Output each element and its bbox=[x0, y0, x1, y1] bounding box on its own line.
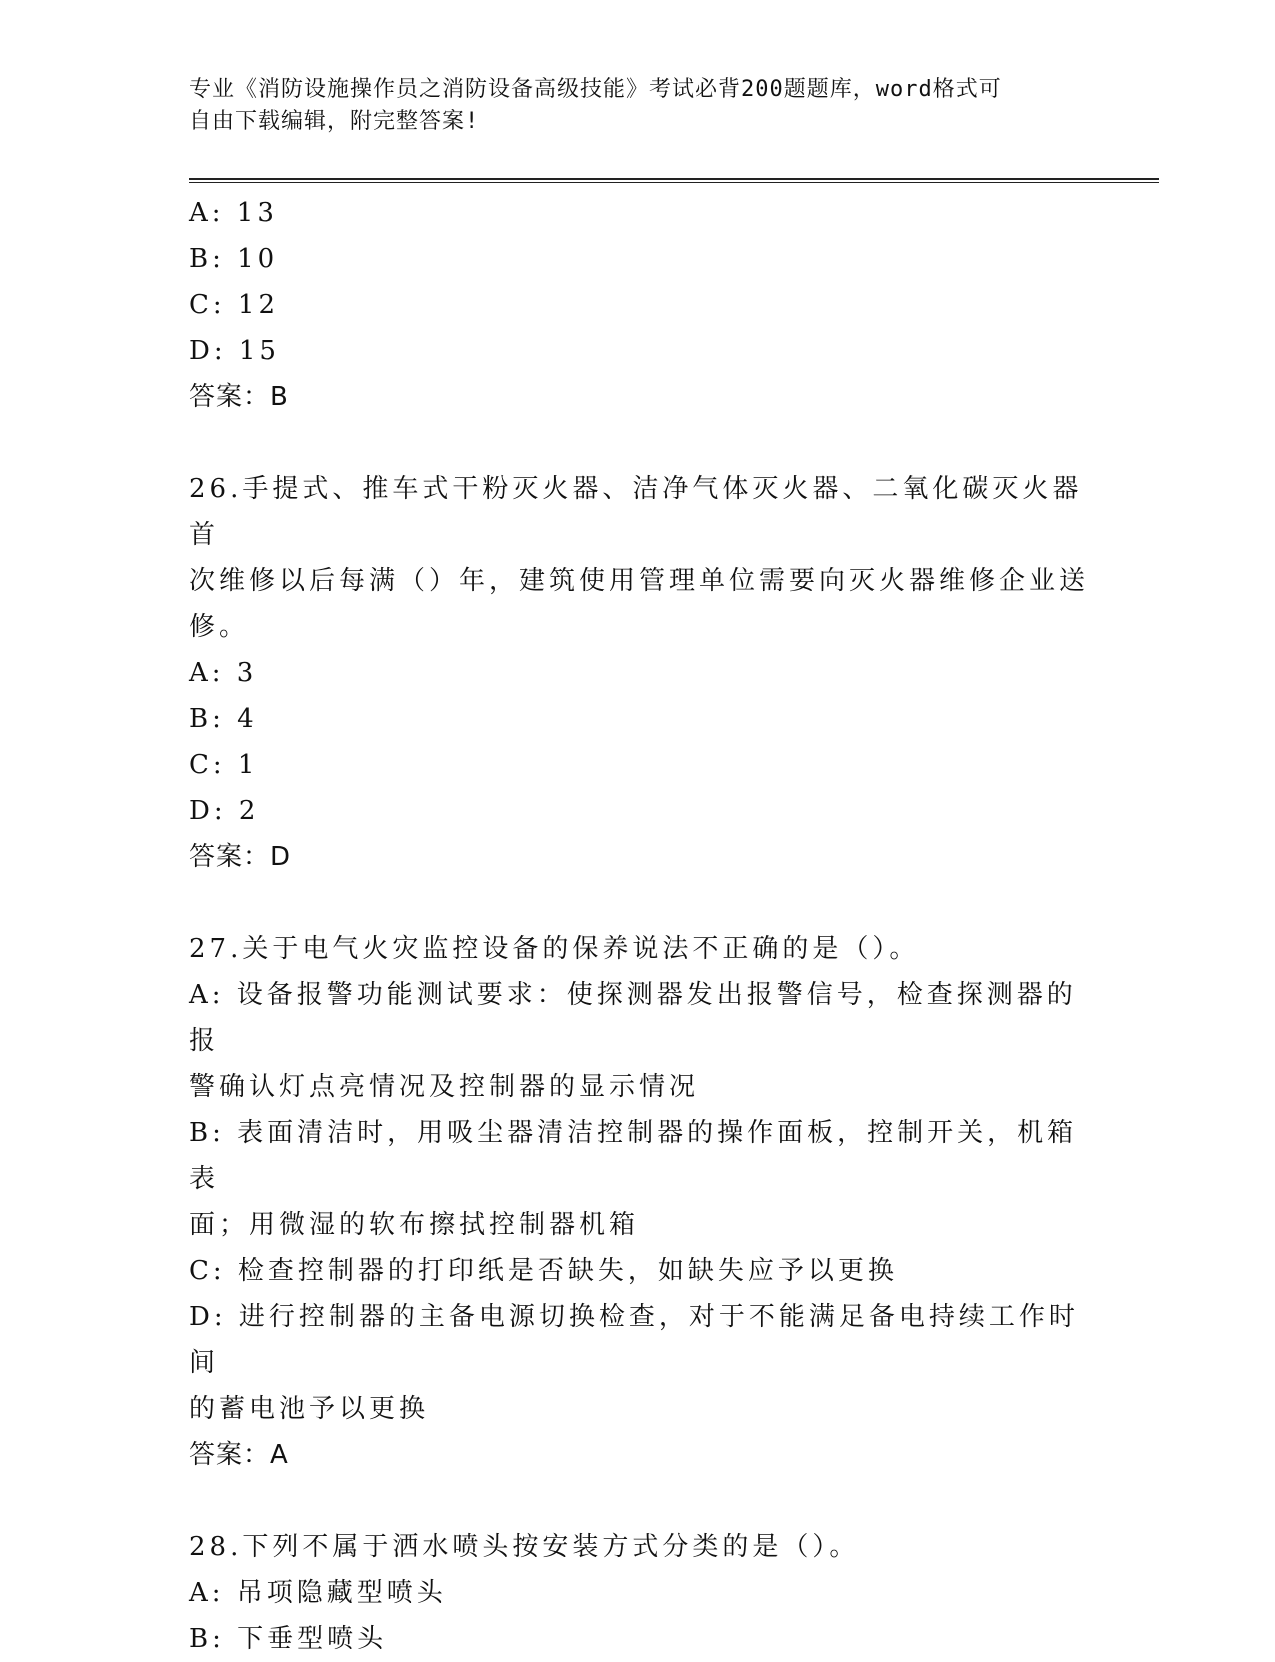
question-27 bbox=[189, 926, 1089, 1478]
answer: 答案：A bbox=[189, 1440, 289, 1470]
previous-question bbox=[189, 190, 1089, 420]
option-a: A: 设备报警功能测试要求：使探测器发出报警信号，检查探测器的报 bbox=[189, 980, 1077, 1056]
question-26 bbox=[189, 466, 1089, 880]
header-line-2: 自由下载编辑，附完整答案! bbox=[189, 109, 480, 134]
question-28 bbox=[189, 1524, 1089, 1662]
option-c: C: 12 bbox=[189, 290, 280, 320]
question-text: 修。 bbox=[189, 612, 250, 642]
option-b: B: 4 bbox=[189, 704, 258, 734]
answer: 答案：B bbox=[189, 382, 289, 412]
question-text: 次维修以后每满（）年，建筑使用管理单位需要向灭火器维修企业送 bbox=[189, 566, 1090, 596]
option-d: D: 进行控制器的主备电源切换检查，对于不能满足备电持续工作时间 bbox=[189, 1302, 1079, 1378]
question-text: 28.下列不属于洒水喷头按安装方式分类的是（）。 bbox=[189, 1532, 860, 1562]
option-c: C: 1 bbox=[189, 750, 259, 780]
question-text: 26.手提式、推车式干粉灭火器、洁净气体灭火器、二氧化碳灭火器首 bbox=[189, 474, 1083, 550]
option-d: D: 15 bbox=[189, 336, 280, 366]
option-d-cont: 的蓄电池予以更换 bbox=[189, 1394, 430, 1424]
option-b: B: 表面清洁时，用吸尘器清洁控制器的操作面板，控制开关，机箱表 bbox=[189, 1118, 1078, 1194]
option-a-cont: 警确认灯点亮情况及控制器的显示情况 bbox=[189, 1072, 700, 1102]
option-d: D: 2 bbox=[189, 796, 260, 826]
header-divider bbox=[189, 178, 1159, 183]
page-header bbox=[189, 74, 1089, 138]
option-a: A: 吊项隐藏型喷头 bbox=[189, 1578, 447, 1608]
option-c: C: 检查控制器的打印纸是否缺失，如缺失应予以更换 bbox=[189, 1256, 898, 1286]
answer: 答案：D bbox=[189, 842, 292, 872]
option-a: A: 13 bbox=[189, 198, 278, 228]
question-text: 27.关于电气火灾监控设备的保养说法不正确的是（）。 bbox=[189, 934, 920, 964]
option-b: B: 下垂型喷头 bbox=[189, 1624, 388, 1654]
option-a: A: 3 bbox=[189, 658, 258, 688]
header-line-1: 专业《消防设施操作员之消防设备高级技能》考试必背200题题库，word格式可 bbox=[189, 77, 1002, 102]
option-b-cont: 面；用微湿的软布擦拭控制器机箱 bbox=[189, 1210, 640, 1240]
question-content bbox=[189, 190, 1089, 1662]
option-b: B: 10 bbox=[189, 244, 279, 274]
